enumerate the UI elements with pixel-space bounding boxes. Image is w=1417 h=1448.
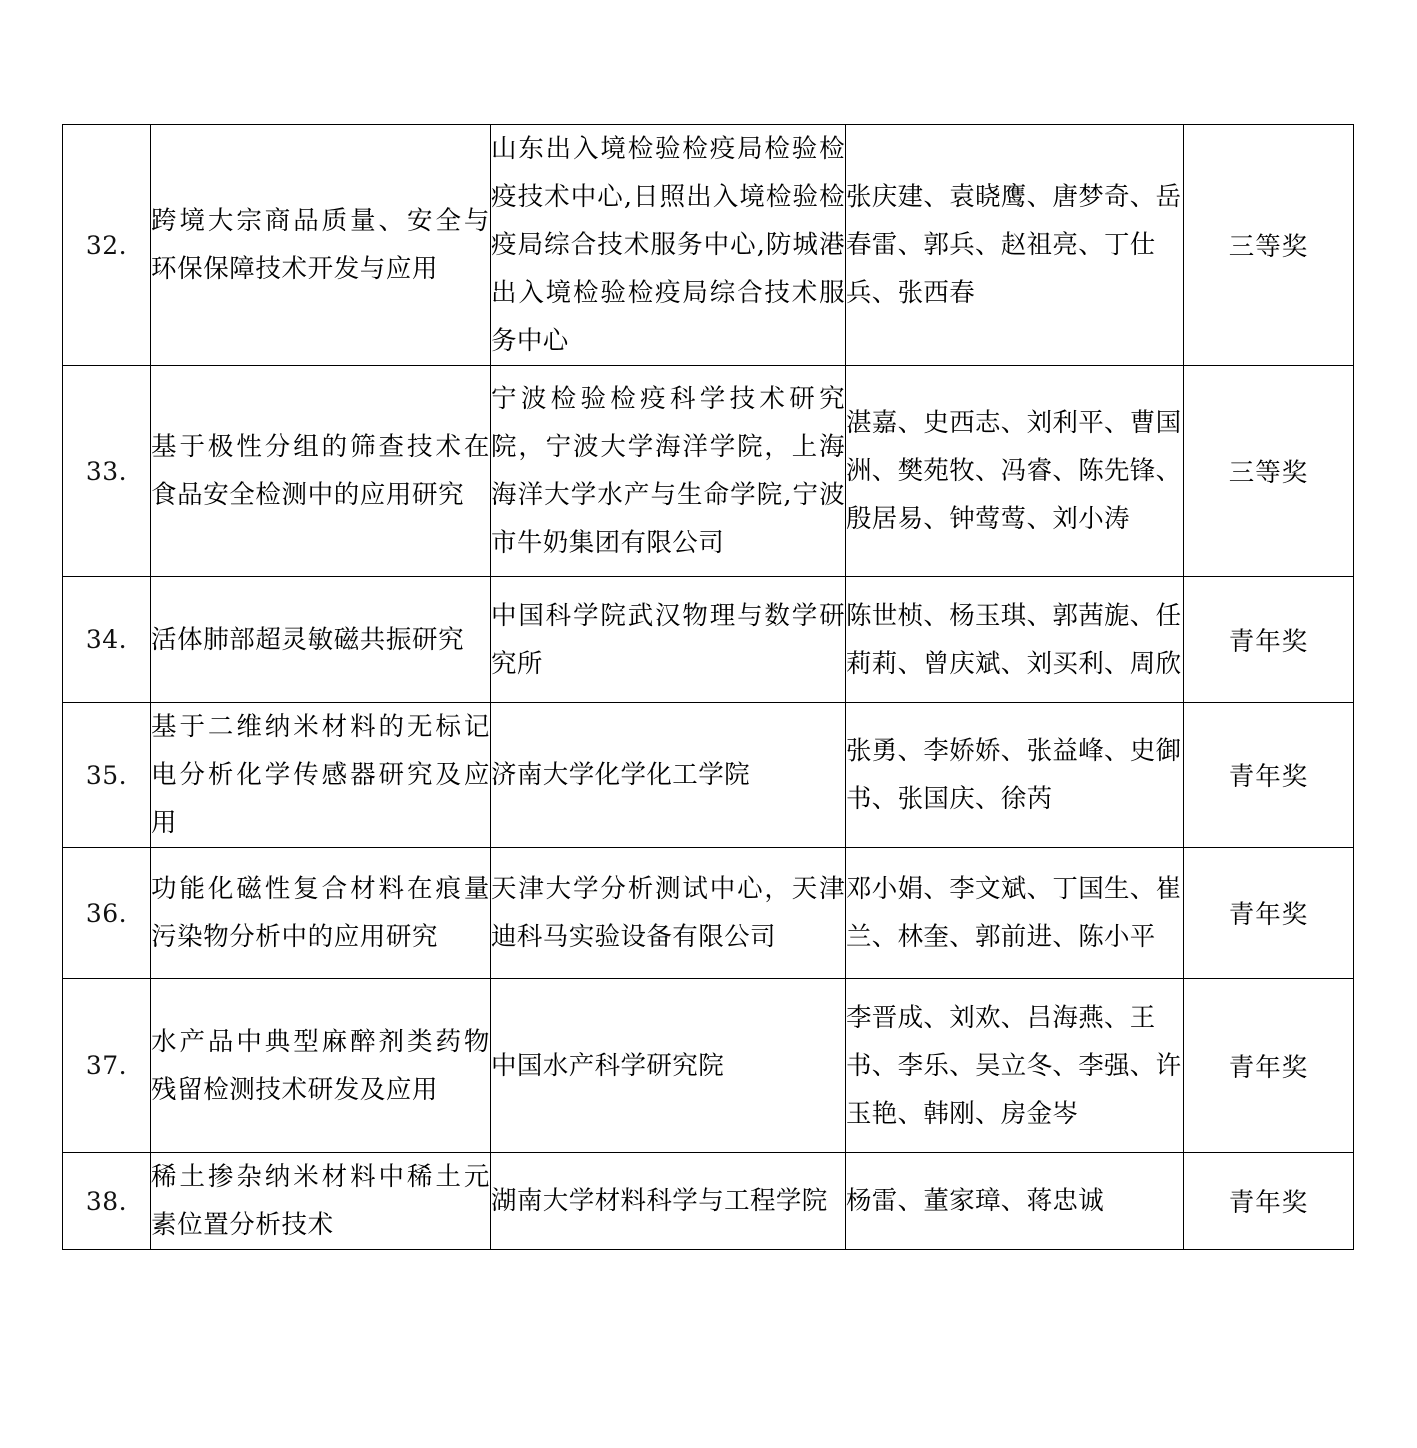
- organization: [491, 1153, 846, 1250]
- organization-text: 济南大学化学化工学院: [491, 760, 751, 790]
- award-level: 青年奖: [1184, 703, 1354, 848]
- row-index: 34.: [63, 577, 151, 703]
- organization-text: 宁波检验检疫科学技术研究院，宁波大学海洋学院，上海海洋大学水产与生命学院,宁波市牛奶集团有限公司: [491, 384, 845, 558]
- row-index: 35.: [63, 703, 151, 848]
- row-index: 33.: [63, 366, 151, 577]
- project-title: [151, 125, 491, 366]
- project-title-text: 水产品中典型麻醉剂类药物残留检测技术研发及应用: [151, 1026, 490, 1105]
- project-title-text: 基于二维纳米材料的无标记电分析化学传感器研究及应用: [151, 712, 490, 838]
- contributors: [846, 703, 1184, 848]
- contributors-text: 李晋成、刘欢、吕海燕、王书、李乐、吴立冬、李强、许玉艳、韩刚、房金岑: [846, 1002, 1182, 1129]
- organization-text: 中国水产科学研究院: [491, 1050, 725, 1081]
- table-row: [63, 1153, 1354, 1250]
- organization: [491, 979, 846, 1153]
- contributors-text: 陈世桢、杨玉琪、郭茜旎、任莉莉、曾庆斌、刘买利、周欣: [846, 600, 1182, 679]
- organization-text: 山东出入境检验检疫局检验检疫技术中心,日照出入境检验检疫局综合技术服务中心,防城港出入境检验检疫局综合技术服务中心: [491, 134, 845, 356]
- project-title-text: 功能化磁性复合材料在痕量污染物分析中的应用研究: [151, 874, 490, 952]
- award-level: 青年奖: [1184, 848, 1354, 979]
- contributors-text: 湛嘉、史西志、刘利平、曹国洲、樊苑牧、冯睿、陈先锋、殷居易、钟莺莺、刘小涛: [846, 408, 1182, 534]
- project-title: [151, 979, 491, 1153]
- contributors-text: 邓小娟、李文斌、丁国生、崔兰、林奎、郭前进、陈小平: [846, 874, 1182, 952]
- award-level: 青年奖: [1184, 577, 1354, 703]
- row-index: 37.: [63, 979, 151, 1153]
- organization: [491, 703, 846, 848]
- contributors: [846, 979, 1184, 1153]
- contributors: [846, 125, 1184, 366]
- project-title: [151, 848, 491, 979]
- award-level: 三等奖: [1184, 366, 1354, 577]
- organization-text: 中国科学院武汉物理与数学研究所: [491, 600, 845, 679]
- table-row: [63, 577, 1354, 703]
- project-title-text: 稀土掺杂纳米材料中稀土元素位置分析技术: [151, 1162, 490, 1240]
- project-title: [151, 703, 491, 848]
- organization-text: 湖南大学材料科学与工程学院: [491, 1186, 828, 1216]
- organization: [491, 577, 846, 703]
- row-index: 36.: [63, 848, 151, 979]
- contributors: [846, 366, 1184, 577]
- contributors-text: 张勇、李娇娇、张益峰、史御书、张国庆、徐芮: [846, 736, 1182, 814]
- organization: [491, 125, 846, 366]
- row-index: 38.: [63, 1153, 151, 1250]
- project-title-text: 活体肺部超灵敏磁共振研究: [151, 624, 465, 655]
- table-row: [63, 979, 1354, 1153]
- project-title: [151, 577, 491, 703]
- organization: [491, 848, 846, 979]
- project-title-text: 基于极性分组的筛查技术在食品安全检测中的应用研究: [151, 432, 490, 510]
- award-level: 青年奖: [1184, 979, 1354, 1153]
- award-list-table: [62, 124, 1354, 1250]
- table-row: [63, 703, 1354, 848]
- table-body: [63, 125, 1354, 1250]
- table-row: [63, 366, 1354, 577]
- table-row: [63, 848, 1354, 979]
- organization: [491, 366, 846, 577]
- contributors-text: 杨雷、董家璋、蒋忠诚: [846, 1186, 1105, 1216]
- project-title: [151, 366, 491, 577]
- table-row: [63, 125, 1354, 366]
- award-level: 青年奖: [1184, 1153, 1354, 1250]
- contributors: [846, 577, 1184, 703]
- organization-text: 天津大学分析测试中心，天津迪科马实验设备有限公司: [491, 874, 845, 952]
- project-title: [151, 1153, 491, 1250]
- contributors: [846, 1153, 1184, 1250]
- contributors: [846, 848, 1184, 979]
- contributors-text: 张庆建、袁晓鹰、唐梦奇、岳春雷、郭兵、赵祖亮、丁仕兵、张西春: [846, 182, 1182, 308]
- project-title-text: 跨境大宗商品质量、安全与环保保障技术开发与应用: [151, 206, 490, 284]
- row-index: 32.: [63, 125, 151, 366]
- award-level: 三等奖: [1184, 125, 1354, 366]
